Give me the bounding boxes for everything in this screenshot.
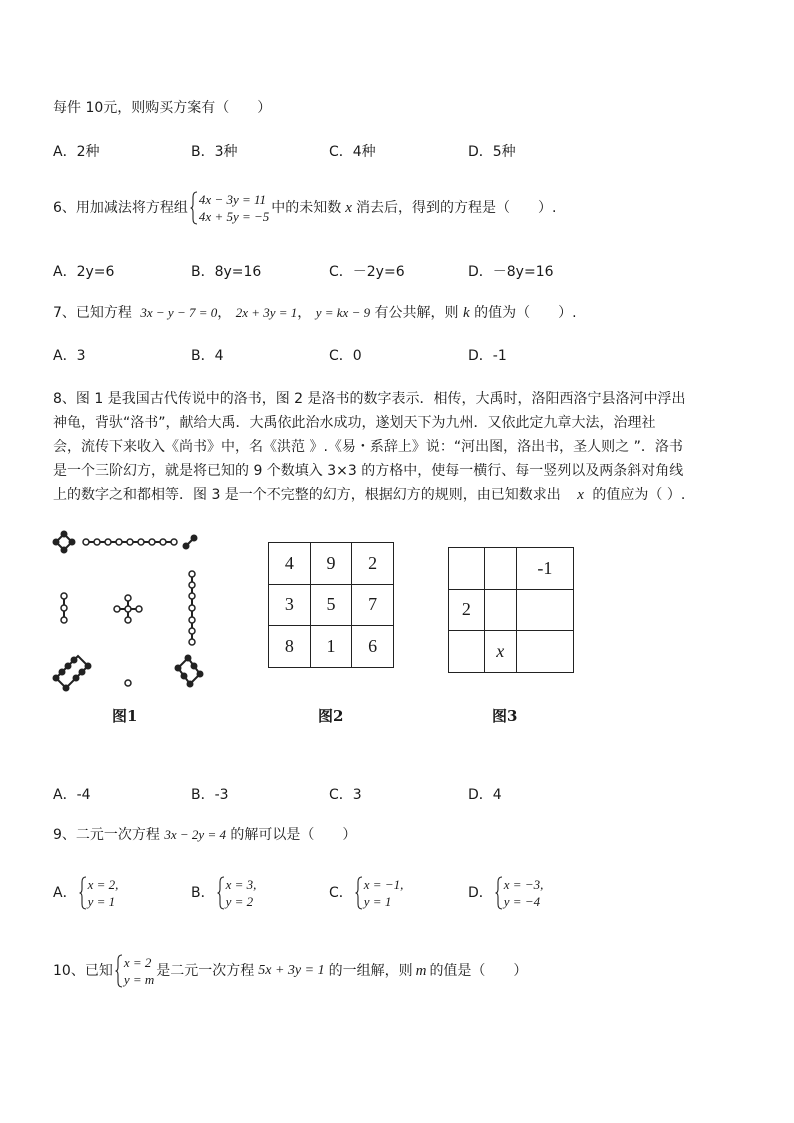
q7-option-d[interactable]: D．-1: [468, 348, 507, 364]
q9-prefix: 9、二元一次方程: [53, 827, 160, 843]
fig3-cell: [516, 631, 573, 673]
fig2-cell: 5: [310, 584, 352, 626]
q7-suffix: 的值为（ ）.: [474, 305, 577, 321]
q10-system: [115, 954, 154, 988]
q6-eq2: 4x + 5y = −5: [198, 209, 270, 224]
q5-option-a[interactable]: A．2种: [53, 144, 100, 160]
q7-var: k: [463, 305, 470, 321]
q9-option-a-row2: y = 1: [87, 894, 116, 909]
q9-option-a-system: [79, 876, 119, 910]
q9-eq: 3x − 2y = 4: [164, 827, 226, 842]
q9-option-a-label: A．: [53, 885, 77, 901]
fig3-cell: [516, 589, 573, 631]
q10-mid: 是二元一次方程: [156, 963, 255, 979]
q6-prefix: 6、用加减法将方程组: [53, 200, 188, 216]
q10-row1: x = 2: [123, 955, 152, 970]
q9-stem: [53, 825, 356, 845]
q6-option-c[interactable]: C．－2y=6: [329, 264, 405, 280]
fig2-cell: 9: [310, 543, 352, 585]
q10-stem: [53, 954, 527, 988]
q10-prefix: 10、已知: [53, 963, 113, 979]
q6-option-a[interactable]: A．2y=6: [53, 264, 115, 280]
q10-eq: 5x + 3y = 1: [258, 963, 325, 978]
q8-line-2: 神龟，背驮“洛书”，献给大禹．大禹依此治水成功，遂划天下为九州．又依此定九章大法，治理社: [53, 415, 656, 431]
q9-option-d-row1: x = −3,: [503, 877, 544, 892]
q9-option-d-system: [495, 876, 544, 910]
q8-line-4: 是一个三阶幻方，就是将已知的 9 个数填入 3×3 的方格中，使每一横行、每一竖列以及两条斜对角线: [53, 463, 684, 479]
q7-eq3: y = kx − 9: [315, 305, 371, 320]
q8-option-d[interactable]: D．4: [468, 787, 502, 803]
fig2-cell: 2: [352, 543, 394, 585]
q8-line-5: [53, 483, 743, 507]
q6-equation-system: [190, 191, 269, 225]
q8-line-5-suffix: 的值应为（ ）.: [592, 487, 686, 503]
figure-2-grid: [268, 542, 394, 668]
q9-option-b-row2: y = 2: [225, 894, 254, 909]
q6-option-d[interactable]: D．－8y=16: [468, 264, 554, 280]
left-brace-icon: [217, 876, 225, 910]
q9-option-c[interactable]: [329, 876, 405, 910]
fig3-cell: [484, 589, 516, 631]
q8-line-1: 8、图 1 是我国古代传说中的洛书，图 2 是洛书的数字表示．相传，大禹时，洛阳西洛宁县洛河中浮出: [53, 391, 686, 407]
fig3-cell: x: [484, 631, 516, 673]
left-brace-icon: [190, 191, 198, 225]
luoshu-figure: [48, 528, 208, 693]
q6-eq1: 4x − 3y = 11: [198, 192, 267, 207]
figure-1-label: 图1: [112, 707, 138, 725]
fig2-cell: 6: [352, 626, 394, 668]
q8-line-5-prefix: 上的数字之和都相等．图 3 是一个不完整的幻方，根据幻方的规则，由已知数求出: [53, 487, 561, 503]
fig2-cell: 3: [269, 584, 311, 626]
left-brace-icon: [355, 876, 363, 910]
q7-eq2: 2x + 3y = 1: [235, 305, 298, 320]
q9-option-c-system: [355, 876, 404, 910]
q9-option-c-row2: y = 1: [363, 894, 392, 909]
fig2-cell: 8: [269, 626, 311, 668]
q9-option-b-label: B．: [191, 885, 215, 901]
q8-option-a[interactable]: A．-4: [53, 787, 91, 803]
left-brace-icon: [79, 876, 87, 910]
q9-option-b-row1: x = 3,: [225, 877, 257, 892]
q6-var: x: [345, 200, 352, 216]
q7-option-a[interactable]: A．3: [53, 348, 86, 364]
q5-option-c[interactable]: C．4种: [329, 144, 376, 160]
fig3-cell: -1: [516, 548, 573, 590]
figure-3-label: 图3: [492, 707, 518, 725]
q7-option-b[interactable]: B．4: [191, 348, 224, 364]
q9-option-b-system: [217, 876, 257, 910]
q9-option-a[interactable]: [53, 876, 120, 910]
q6-mid: 中的未知数: [271, 200, 342, 216]
q8-paragraph: [53, 387, 743, 507]
q9-option-d-label: D．: [468, 885, 493, 901]
q9-option-c-row1: x = −1,: [363, 877, 404, 892]
q8-line-3: 会，流传下来收入《尚书》中，名《洪范 》.《易・系辞上》说：“河出图，洛出书，圣人则之 ”．洛书: [53, 439, 683, 455]
q10-suffix: 的值是（ ）: [429, 963, 528, 979]
fig2-cell: 7: [352, 584, 394, 626]
q7-stem: 7、已知方程 3x − y − 7 = 0， 2x + 3y = 1， y = kx − 9 有公共解，则 k 的值为（ ）.: [53, 305, 577, 321]
q8-option-b[interactable]: B．-3: [191, 787, 229, 803]
q7-eq1: 3x − y − 7 = 0: [140, 305, 218, 320]
q5-option-b[interactable]: B．3种: [191, 144, 238, 160]
q6-option-b[interactable]: B．8y=16: [191, 264, 262, 280]
fig2-cell: 1: [310, 626, 352, 668]
q7-option-c[interactable]: C．0: [329, 348, 362, 364]
left-brace-icon: [495, 876, 503, 910]
figure-3-grid: [448, 547, 574, 673]
q5-text: 每件 10元，则购买方案有（ ）: [53, 100, 272, 116]
q10-mid2: 的一组解，则: [328, 963, 413, 979]
q9-option-d[interactable]: [468, 876, 545, 910]
fig3-cell: [449, 548, 485, 590]
fig2-cell: 4: [269, 543, 311, 585]
q6-stem: [53, 191, 556, 225]
q9-suffix: 的解可以是（ ）: [230, 827, 357, 843]
left-brace-icon: [115, 954, 123, 988]
fig3-cell: [484, 548, 516, 590]
q9-option-b[interactable]: [191, 876, 258, 910]
q8-option-c[interactable]: C．3: [329, 787, 362, 803]
figure-2-label: 图2: [318, 707, 344, 725]
fig3-cell: 2: [449, 589, 485, 631]
q7-mid: 有公共解，则: [374, 305, 459, 321]
q10-var: m: [415, 963, 427, 979]
fig3-cell: [449, 631, 485, 673]
q5-option-d[interactable]: D．5种: [468, 144, 516, 160]
q10-row2: y = m: [123, 972, 155, 987]
q8-var: x: [577, 487, 584, 503]
q9-option-d-row2: y = −4: [503, 894, 541, 909]
q9-option-c-label: C．: [329, 885, 353, 901]
q9-option-a-row1: x = 2,: [87, 877, 119, 892]
q6-suffix: 消去后，得到的方程是（ ）.: [355, 200, 557, 216]
q7-prefix: 7、已知方程: [53, 305, 132, 321]
